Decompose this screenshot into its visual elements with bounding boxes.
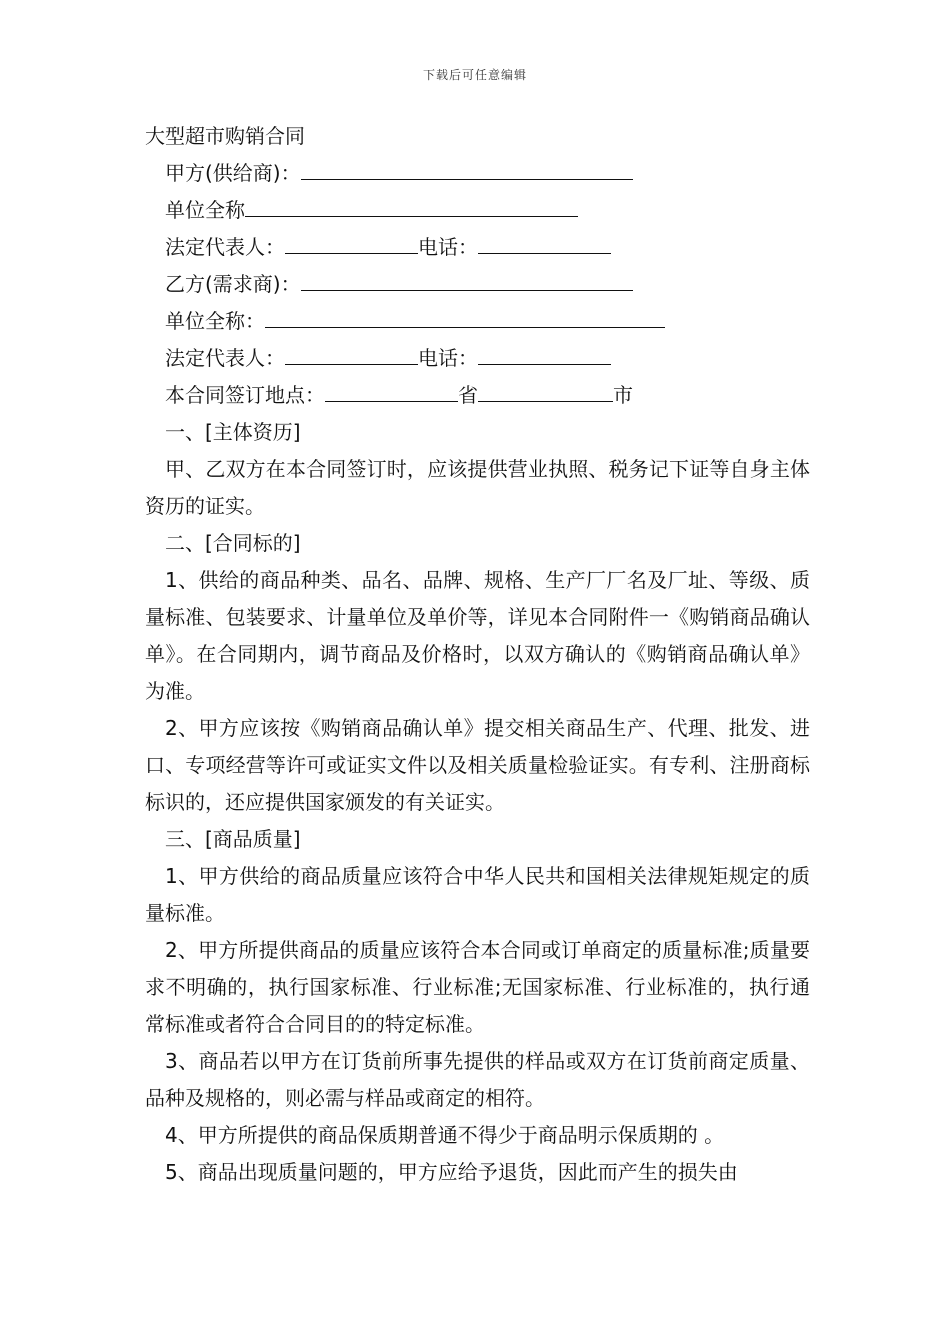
section-3-paragraph-4: 4、甲方所提供的商品保质期普通不得少于商品明示保质期的 。 [165, 1123, 725, 1147]
legal-rep-1-label: 法定代表人： [165, 235, 285, 259]
section-3-paragraph-3: 3、商品若以甲方在订货前所事先提供的样品或双方在订货前商定质量、品种及规格的，则必需与样品或商定的相符。 [145, 1049, 810, 1110]
legal-rep-2-blank[interactable] [285, 342, 418, 365]
section-3-paragraph-2: 2、甲方所提供商品的质量应该符合本合同或订单商定的质量标准;质量要求不明确的，执行国家标准、行业标准;无国家标准、行业标准的，执行通常标准或者符合合同目的的特定标准。 [145, 938, 810, 1036]
header-note: 下载后可任意编辑 [422, 68, 527, 82]
section-1-heading: 一、[主体资历] [165, 420, 301, 444]
phone-2-label: 电话： [418, 346, 478, 370]
unit-name-2-line [145, 303, 810, 340]
section-2-paragraph-1: 1、供给的商品种类、品名、品牌、规格、生产厂厂名及厂址、等级、质量标准、包装要求、计量单位及单价等，详见本合同附件一《购销商品确认单》。在合同期内，调节商品及价格时，以双方确认的《购销商品确认单》为准。 [145, 568, 810, 703]
legal-rep-2-line [145, 340, 810, 377]
legal-rep-1-line [145, 229, 810, 266]
legal-rep-1-blank[interactable] [285, 231, 418, 254]
phone-1-blank[interactable] [478, 231, 611, 254]
unit-name-1-blank[interactable] [245, 194, 578, 217]
section-2-heading: 二、[合同标的] [165, 531, 301, 555]
unit-name-1-line [145, 192, 810, 229]
city-blank[interactable] [478, 379, 613, 402]
phone-2-blank[interactable] [478, 342, 611, 365]
document-title: 大型超市购销合同 [145, 124, 305, 148]
sign-place-label: 本合同签订地点： [165, 383, 325, 407]
party-a-label: 甲方(供给商)： [165, 161, 301, 185]
section-3-heading: 三、[商品质量] [165, 827, 301, 851]
party-a-blank[interactable] [301, 157, 633, 180]
province-label: 省 [458, 383, 478, 407]
section-2-paragraph-2: 2、甲方应该按《购销商品确认单》提交相关商品生产、代理、批发、进口、专项经营等许可或证实文件以及相关质量检验证实。有专利、注册商标标识的，还应提供国家颁发的有关证实。 [145, 716, 810, 814]
section-1-paragraph-1: 甲、乙双方在本合同签订时，应该提供营业执照、税务记下证等自身主体资历的证实。 [145, 457, 810, 518]
unit-name-1-label: 单位全称 [165, 198, 245, 222]
unit-name-2-blank[interactable] [265, 305, 665, 328]
province-blank[interactable] [325, 379, 458, 402]
party-b-line [145, 266, 810, 303]
sign-place-line [145, 377, 810, 414]
party-a-line [145, 155, 810, 192]
phone-1-label: 电话： [418, 235, 478, 259]
section-3-paragraph-1: 1、甲方供给的商品质量应该符合中华人民共和国相关法律规矩规定的质量标准。 [145, 864, 810, 925]
contract-document [145, 118, 810, 1191]
party-b-blank[interactable] [301, 268, 633, 291]
party-b-label: 乙方(需求商)： [165, 272, 301, 296]
unit-name-2-label: 单位全称： [165, 309, 265, 333]
legal-rep-2-label: 法定代表人： [165, 346, 285, 370]
city-label: 市 [613, 383, 633, 407]
section-3-paragraph-5: 5、商品出现质量问题的，甲方应给予退货，因此而产生的损失由 [165, 1160, 738, 1184]
